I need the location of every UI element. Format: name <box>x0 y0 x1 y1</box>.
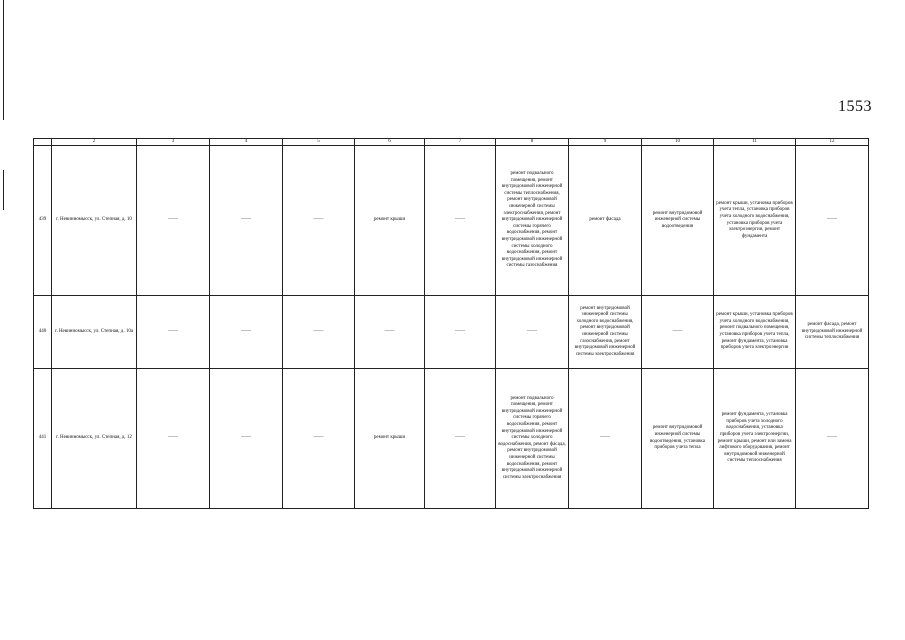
row-address: г. Невинномысск, ул. Степная, д. 10 <box>52 146 137 296</box>
header-cell-8: 8 <box>496 139 569 146</box>
header-cell-7: 7 <box>425 139 496 146</box>
row-cell-10: ремонт внутридомовой инженерной системы водоотведения, установка приборов учета тепла <box>642 369 714 509</box>
row-cell-5: —— <box>283 369 355 509</box>
header-cell-1 <box>34 139 52 146</box>
row-address: г. Невинномысск, ул. Степная, д. 10а <box>52 296 137 369</box>
scan-margin-line-bottom <box>3 170 4 210</box>
row-cell-11: ремонт крыши, установка приборов учета холодного водоснабжения, ремонт подвального помещения, установка приборов учета тепла, ремонт фундамента, установка приборов учета электроэнергии <box>714 296 796 369</box>
row-cell-4: —— <box>210 296 283 369</box>
header-cell-12: 12 <box>796 139 869 146</box>
row-cell-10: —— <box>642 296 714 369</box>
header-cell-3: 3 <box>137 139 210 146</box>
row-cell-6: ремонт крыши <box>355 369 425 509</box>
scan-margin-line-top <box>3 0 4 120</box>
row-cell-5: —— <box>283 146 355 296</box>
header-cell-10: 10 <box>642 139 714 146</box>
row-number: 441 <box>34 369 52 509</box>
row-cell-3: —— <box>137 369 210 509</box>
row-cell-12: —— <box>796 369 869 509</box>
row-cell-11: ремонт фундамента, установка приборов учета холодного водоснабжения, установка приборов учета электроэнергии, ремонт крыши, ремонт или замена лифтового оборудования, ремонт внутридомовой инженерной системы теплоснабжения <box>714 369 796 509</box>
row-cell-12: —— <box>796 146 869 296</box>
row-cell-9: —— <box>569 369 642 509</box>
row-cell-4: —— <box>210 369 283 509</box>
row-cell-3: —— <box>137 296 210 369</box>
header-cell-6: 6 <box>355 139 425 146</box>
row-cell-7: —— <box>425 369 496 509</box>
row-number: 439 <box>34 146 52 296</box>
repair-schedule-table <box>33 138 869 509</box>
page-number: 1553 <box>838 98 872 115</box>
table-row <box>34 369 869 509</box>
table-row <box>34 146 869 296</box>
row-cell-9: ремонт фасада <box>569 146 642 296</box>
header-cell-9: 9 <box>569 139 642 146</box>
row-number: 440 <box>34 296 52 369</box>
row-cell-7: —— <box>425 146 496 296</box>
row-cell-3: —— <box>137 146 210 296</box>
row-cell-8: —— <box>496 296 569 369</box>
row-cell-7: —— <box>425 296 496 369</box>
row-cell-5: —— <box>283 296 355 369</box>
header-cell-2: 2 <box>52 139 137 146</box>
row-cell-6: ремонт крыши <box>355 146 425 296</box>
row-cell-10: ремонт внутридомовой инженерной системы водоотведения <box>642 146 714 296</box>
row-cell-9: ремонт внутридомовой инженерной системы холодного водоснабжения, ремонт внутридомовой инженерной системы газоснабжения, ремонт внутридомовой инженерной системы электроснабжения <box>569 296 642 369</box>
row-cell-8: ремонт подвального помещения, ремонт внутридомовой инженерной системы горячего водоснабжения, ремонт внутридомовой инженерной системы холодного водоснабжения, ремонт фасада, ремонт внутридомовой инженерной системы водоснабжения, ремонт внутридомовой инженерной системы электроснабжения <box>496 369 569 509</box>
row-cell-11: ремонт крыши, установка приборов учета тепла, установка приборов учета холодного водоснабжения, установка приборов учета электроэнергии, ремонт фундамента <box>714 146 796 296</box>
row-cell-8: ремонт подвального помещения, ремонт внутридомовой инженерной системы теплоснабжения, ремонт внутридомовой инженерной системы электроснабжения, ремонт внутридомовой инженерной системы горячего водоснабжения, ремонт внутридомовой инженерной системы холодного водоснабжения, ремонт внутридомовой инженерной системы газоснабжения <box>496 146 569 296</box>
row-cell-12: ремонт фасада, ремонт внутридомовой инженерной системы теплоснабжения <box>796 296 869 369</box>
row-cell-6: —— <box>355 296 425 369</box>
row-cell-4: —— <box>210 146 283 296</box>
table-header-row <box>34 139 869 146</box>
row-address: г. Невинномысск, ул. Степная, д. 12 <box>52 369 137 509</box>
table-row <box>34 296 869 369</box>
header-cell-11: 11 <box>714 139 796 146</box>
header-cell-5: 5 <box>283 139 355 146</box>
header-cell-4: 4 <box>210 139 283 146</box>
